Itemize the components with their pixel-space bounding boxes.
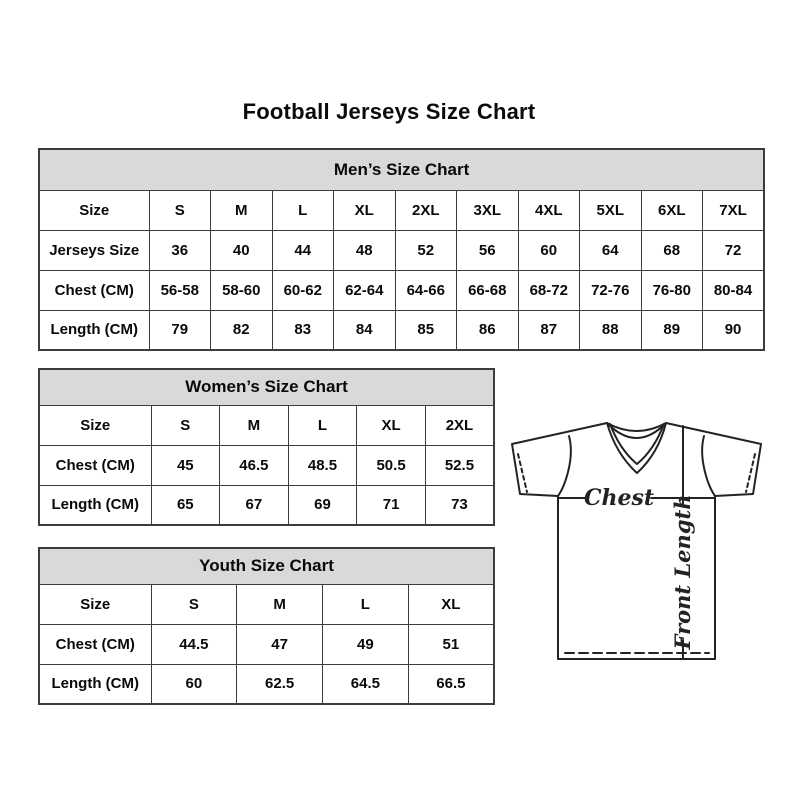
- table-cell: 62-64: [334, 270, 396, 310]
- table-cell: 69: [288, 485, 357, 525]
- front-length-label: Front Length: [670, 494, 695, 650]
- table-cell: 2XL: [425, 405, 494, 445]
- table-row: [39, 624, 494, 664]
- table-row: [39, 445, 494, 485]
- table-row: [39, 190, 764, 230]
- table-section-row: [39, 149, 764, 190]
- youth-table-title: Youth Size Chart: [39, 548, 494, 584]
- table-cell: 36: [149, 230, 211, 270]
- table-cell: L: [323, 584, 409, 624]
- table-row: [39, 485, 494, 525]
- table-row: [39, 310, 764, 350]
- table-cell: 72: [703, 230, 765, 270]
- table-cell: 64.5: [323, 664, 409, 704]
- womens-size-table: [38, 368, 495, 526]
- table-cell: XL: [334, 190, 396, 230]
- mens-size-table: [38, 148, 765, 351]
- table-row: [39, 664, 494, 704]
- table-cell: 66.5: [408, 664, 494, 704]
- table-cell: 90: [703, 310, 765, 350]
- table-cell: 85: [395, 310, 457, 350]
- table-cell: 66-68: [457, 270, 519, 310]
- table-cell: 47: [237, 624, 323, 664]
- mens-table-title: Men’s Size Chart: [39, 149, 764, 190]
- table-cell: 88: [580, 310, 642, 350]
- table-cell: 87: [518, 310, 580, 350]
- table-cell: 73: [425, 485, 494, 525]
- table-cell: 45: [151, 445, 220, 485]
- row-header-cell: Size: [39, 584, 151, 624]
- table-row: [39, 270, 764, 310]
- table-cell: 84: [334, 310, 396, 350]
- table-cell: 2XL: [395, 190, 457, 230]
- row-header-cell: Length (CM): [39, 310, 149, 350]
- jersey-measurement-diagram-icon: [505, 406, 770, 661]
- jersey-outline: [512, 423, 761, 659]
- table-cell: 83: [272, 310, 334, 350]
- page-title: Football Jerseys Size Chart: [242, 99, 536, 124]
- row-header-cell: Chest (CM): [39, 445, 151, 485]
- table-cell: 65: [151, 485, 220, 525]
- row-header-cell: Jerseys Size: [39, 230, 149, 270]
- table-section-row: [39, 548, 494, 584]
- table-cell: 3XL: [457, 190, 519, 230]
- table-cell: 82: [211, 310, 273, 350]
- table-cell: L: [288, 405, 357, 445]
- table-cell: 44.5: [151, 624, 237, 664]
- table-row: [39, 584, 494, 624]
- table-cell: 76-80: [641, 270, 703, 310]
- table-cell: 68: [641, 230, 703, 270]
- table-cell: 80-84: [703, 270, 765, 310]
- table-cell: 6XL: [641, 190, 703, 230]
- table-cell: XL: [408, 584, 494, 624]
- youth-size-table: [38, 547, 495, 705]
- table-cell: 56-58: [149, 270, 211, 310]
- table-cell: 48: [334, 230, 396, 270]
- table-cell: 52: [395, 230, 457, 270]
- table-cell: 49: [323, 624, 409, 664]
- table-row: [39, 230, 764, 270]
- row-header-cell: Length (CM): [39, 664, 151, 704]
- table-cell: 68-72: [518, 270, 580, 310]
- table-section-row: [39, 369, 494, 405]
- chest-label: Chest: [583, 485, 655, 511]
- table-cell: 52.5: [425, 445, 494, 485]
- table-cell: 64: [580, 230, 642, 270]
- table-cell: M: [211, 190, 273, 230]
- womens-table-title: Women’s Size Chart: [39, 369, 494, 405]
- table-cell: 60: [518, 230, 580, 270]
- row-header-cell: Chest (CM): [39, 624, 151, 664]
- table-cell: S: [149, 190, 211, 230]
- table-cell: 46.5: [220, 445, 289, 485]
- row-header-cell: Length (CM): [39, 485, 151, 525]
- table-cell: M: [237, 584, 323, 624]
- table-cell: 79: [149, 310, 211, 350]
- table-cell: XL: [357, 405, 426, 445]
- table-cell: 5XL: [580, 190, 642, 230]
- table-cell: 60: [151, 664, 237, 704]
- table-row: [39, 405, 494, 445]
- table-cell: 86: [457, 310, 519, 350]
- table-cell: 72-76: [580, 270, 642, 310]
- table-cell: 44: [272, 230, 334, 270]
- table-cell: M: [220, 405, 289, 445]
- table-cell: 62.5: [237, 664, 323, 704]
- table-cell: 48.5: [288, 445, 357, 485]
- table-cell: 60-62: [272, 270, 334, 310]
- table-cell: 64-66: [395, 270, 457, 310]
- table-cell: 4XL: [518, 190, 580, 230]
- table-cell: S: [151, 584, 237, 624]
- table-cell: 71: [357, 485, 426, 525]
- table-cell: L: [272, 190, 334, 230]
- row-header-cell: Size: [39, 190, 149, 230]
- table-cell: 7XL: [703, 190, 765, 230]
- row-header-cell: Chest (CM): [39, 270, 149, 310]
- table-cell: 58-60: [211, 270, 273, 310]
- table-cell: 51: [408, 624, 494, 664]
- table-cell: S: [151, 405, 220, 445]
- table-cell: 56: [457, 230, 519, 270]
- row-header-cell: Size: [39, 405, 151, 445]
- table-cell: 40: [211, 230, 273, 270]
- table-cell: 67: [220, 485, 289, 525]
- table-cell: 50.5: [357, 445, 426, 485]
- table-cell: 89: [641, 310, 703, 350]
